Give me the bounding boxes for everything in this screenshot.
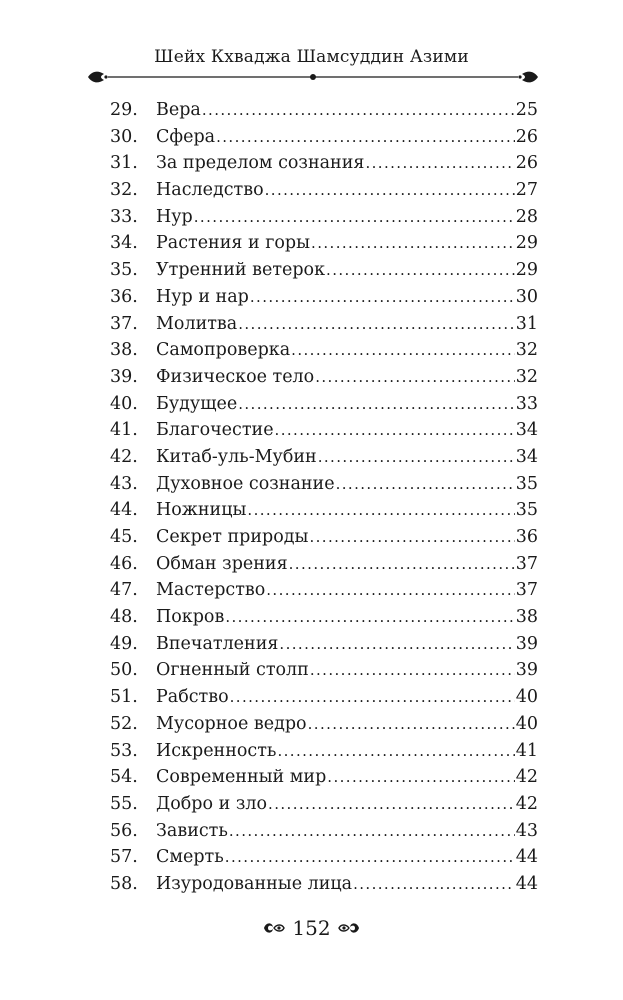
toc-entry — [110, 631, 538, 658]
toc-dot-leader — [238, 391, 515, 418]
toc-entry-number: 58. — [110, 873, 138, 894]
toc-entry-page: 39 — [515, 633, 538, 654]
toc-entry-page: 29 — [515, 260, 538, 281]
toc-entry-number: 37. — [110, 313, 138, 334]
toc-entry-number: 39. — [110, 366, 138, 387]
toc-entry-title: Растения и горы — [156, 233, 311, 254]
toc-entry-number: 51. — [110, 687, 138, 708]
toc-entry-number: 50. — [110, 660, 138, 681]
toc-entry-page: 35 — [515, 500, 538, 521]
toc-entry-title: Нур и нар — [156, 286, 249, 307]
toc-entry-title: Рабство — [156, 687, 229, 708]
toc-entry-number: 31. — [110, 153, 138, 174]
toc-dot-leader — [202, 97, 515, 124]
toc-entry-page: 27 — [515, 180, 538, 201]
toc-entry-number: 33. — [110, 206, 138, 227]
toc-entry — [110, 444, 538, 471]
toc-entry-title: Утренний ветерок — [156, 260, 326, 281]
toc-entry-page: 31 — [515, 313, 538, 334]
toc-entry-page: 36 — [515, 527, 538, 547]
toc-entry — [110, 257, 538, 284]
toc-entry-title: Нур — [156, 206, 193, 227]
toc-entry-title: Вера — [156, 100, 201, 120]
toc-entry — [110, 124, 538, 151]
toc-dot-leader — [238, 311, 515, 338]
toc-entry-title: Наследство — [156, 180, 264, 201]
toc-entry-title: Будущее — [156, 393, 238, 414]
toc-entry-number: 44. — [110, 500, 138, 521]
toc-entry-page: 44 — [515, 847, 538, 868]
toc-entry-page: 38 — [515, 607, 538, 628]
toc-entry-title: Современный мир — [156, 767, 327, 788]
toc-entry-number: 52. — [110, 713, 138, 734]
toc-dot-leader — [289, 551, 515, 578]
toc-entry — [110, 577, 538, 604]
toc-entry-page: 35 — [515, 473, 538, 494]
toc-entry-number: 40. — [110, 393, 138, 414]
toc-dot-leader — [216, 124, 515, 151]
toc-entry-title: Изуродованные лица — [156, 873, 353, 894]
toc-entry-number: 49. — [110, 633, 138, 654]
toc-dot-leader — [318, 444, 515, 471]
toc-entry-title: Покров — [156, 607, 225, 628]
toc-dot-leader — [247, 497, 514, 524]
toc-entry — [110, 738, 538, 765]
toc-entry-page: 30 — [515, 286, 538, 307]
toc-dot-leader — [309, 524, 514, 551]
fleuron-right-icon — [337, 919, 361, 937]
toc-entry — [110, 311, 538, 338]
toc-entry-number: 41. — [110, 420, 138, 441]
toc-entry-title: Смерть — [156, 847, 224, 868]
toc-entry-number: 36. — [110, 286, 138, 307]
toc-entry-number: 32. — [110, 180, 138, 201]
toc-entry-page: 34 — [515, 420, 538, 441]
toc-entry-title: Духовное сознание — [156, 473, 335, 494]
toc-entry-number: 30. — [110, 126, 138, 147]
toc-entry-number: 43. — [110, 473, 138, 494]
toc-dot-leader — [250, 284, 515, 311]
toc-entry-page: 32 — [515, 340, 538, 361]
toc-entry-page: 32 — [515, 366, 538, 387]
toc-dot-leader — [326, 257, 515, 284]
toc-entry-title: Благочестие — [156, 420, 274, 441]
leaf-ornament-left-icon — [88, 72, 108, 83]
rule-center-dot — [310, 74, 316, 80]
toc-dot-leader — [279, 631, 514, 658]
toc-entry-page: 37 — [515, 580, 538, 601]
toc-entry-page: 26 — [515, 153, 538, 174]
toc-entry-number: 45. — [110, 527, 138, 547]
toc-entry — [110, 150, 538, 177]
table-of-contents — [110, 97, 538, 898]
toc-dot-leader — [291, 337, 515, 364]
toc-dot-leader — [268, 791, 515, 818]
toc-entry — [110, 604, 538, 631]
toc-entry-title: Впечатления — [156, 633, 279, 654]
leaf-ornament-right-icon — [518, 72, 538, 83]
toc-entry-page: 33 — [515, 393, 538, 414]
toc-dot-leader — [229, 818, 515, 845]
toc-entry — [110, 711, 538, 738]
toc-entry-title: Самопроверка — [156, 340, 291, 361]
toc-entry-title: Мусорное ведро — [156, 713, 307, 734]
toc-dot-leader — [315, 364, 515, 391]
toc-entry-page: 25 — [515, 100, 538, 120]
toc-dot-leader — [265, 177, 515, 204]
toc-entry-number: 35. — [110, 260, 138, 281]
page-number: 152 — [292, 916, 331, 940]
fleuron-left-icon — [262, 919, 286, 937]
toc-entry-page: 43 — [515, 820, 538, 841]
toc-entry-page: 42 — [515, 767, 538, 788]
toc-entry-page: 40 — [515, 687, 538, 708]
toc-dot-leader — [365, 150, 514, 177]
toc-entry-page: 34 — [515, 446, 538, 467]
toc-entry-title: Добро и зло — [156, 793, 268, 814]
toc-entry-page: 40 — [515, 713, 538, 734]
toc-dot-leader — [310, 657, 515, 684]
toc-dot-leader — [225, 604, 514, 631]
toc-entry-number: 56. — [110, 820, 138, 841]
toc-entry — [110, 657, 538, 684]
toc-dot-leader — [194, 204, 515, 231]
toc-entry-page: 41 — [515, 740, 538, 761]
toc-entry — [110, 791, 538, 818]
toc-entry — [110, 364, 538, 391]
toc-entry-number: 29. — [110, 100, 138, 120]
toc-entry — [110, 177, 538, 204]
toc-entry-page: 28 — [515, 206, 538, 227]
toc-entry-title: Мастерство — [156, 580, 266, 601]
toc-entry-number: 57. — [110, 847, 138, 868]
toc-dot-leader — [277, 738, 514, 765]
running-header: Шейх Кхваджа Шамсуддин Азими — [154, 47, 469, 67]
toc-entry-number: 47. — [110, 580, 138, 601]
toc-entry-title: Зависть — [156, 820, 228, 841]
toc-entry-title: Секрет природы — [156, 527, 309, 547]
toc-dot-leader — [336, 471, 515, 498]
toc-entry — [110, 284, 538, 311]
toc-entry-page: 29 — [515, 233, 538, 254]
toc-entry — [110, 204, 538, 231]
toc-entry — [110, 391, 538, 418]
toc-entry-title: Искренность — [156, 740, 277, 761]
toc-entry — [110, 337, 538, 364]
toc-entry — [110, 497, 538, 524]
toc-entry-number: 34. — [110, 233, 138, 254]
page-footer — [0, 916, 623, 940]
toc-entry-page: 44 — [515, 873, 538, 894]
toc-entry — [110, 764, 538, 791]
toc-dot-leader — [353, 871, 515, 898]
toc-entry-title: Физическое тело — [156, 366, 315, 387]
toc-entry — [110, 524, 538, 551]
toc-entry — [110, 551, 538, 578]
toc-entry-title: Обман зрения — [156, 553, 288, 574]
toc-entry — [110, 818, 538, 845]
toc-dot-leader — [311, 230, 515, 257]
toc-entry — [110, 844, 538, 871]
toc-entry — [110, 471, 538, 498]
toc-entry-page: 37 — [515, 553, 538, 574]
toc-dot-leader — [308, 711, 515, 738]
toc-entry-number: 53. — [110, 740, 138, 761]
header-ornamental-rule — [86, 66, 540, 88]
toc-entry — [110, 97, 538, 124]
toc-entry-number: 38. — [110, 340, 138, 361]
toc-entry — [110, 417, 538, 444]
toc-dot-leader — [266, 577, 514, 604]
toc-dot-leader — [275, 417, 515, 444]
toc-entry-title: Молитва — [156, 313, 238, 334]
toc-entry-number: 54. — [110, 767, 138, 788]
toc-entry — [110, 871, 538, 898]
toc-dot-leader — [230, 684, 515, 711]
toc-dot-leader — [225, 844, 515, 871]
toc-entry-page: 26 — [515, 126, 538, 147]
toc-entry-title: За пределом сознания — [156, 153, 365, 174]
toc-entry — [110, 684, 538, 711]
toc-entry-number: 42. — [110, 446, 138, 467]
toc-entry-page: 39 — [515, 660, 538, 681]
toc-entry-number: 46. — [110, 553, 138, 574]
toc-dot-leader — [327, 764, 514, 791]
toc-entry-title: Китаб-уль-Мубин — [156, 446, 317, 467]
toc-entry-title: Ножницы — [156, 500, 247, 521]
toc-entry-number: 48. — [110, 607, 138, 628]
toc-entry — [110, 230, 538, 257]
toc-entry-number: 55. — [110, 793, 138, 814]
toc-entry-title: Огненный столп — [156, 660, 309, 681]
toc-entry-title: Сфера — [156, 126, 216, 147]
toc-entry-page: 42 — [515, 793, 538, 814]
